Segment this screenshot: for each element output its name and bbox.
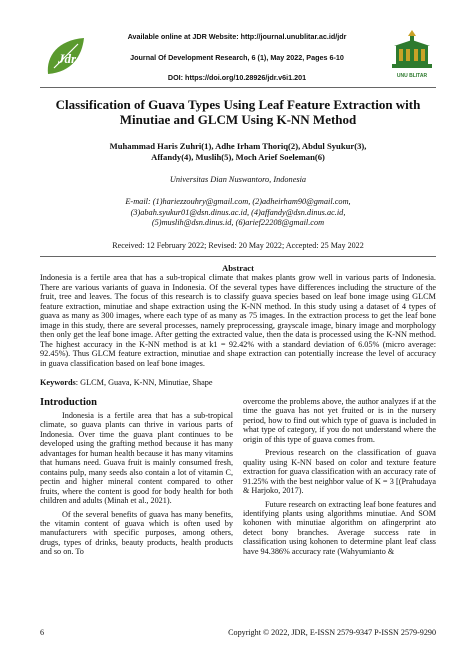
journal-citation-line: Journal Of Development Research, 6 (1), May 2022, Pages 6-10 [130, 53, 344, 62]
email-line-3: (5)muslih@dsn.dinus.id, (6)arief22208@gmail.com [151, 218, 325, 227]
jdr-logo-icon [44, 34, 88, 78]
unu-logo-text: UNU BLITAR [396, 73, 428, 79]
doi-line: DOI: https://doi.org/10.28926/jdr.v6i1.201 [167, 73, 307, 82]
right-column [243, 397, 436, 556]
abstract-top-rule [40, 256, 436, 257]
available-online-line: Available online at JDR Website: http://journal.unublitar.ac.id/jdr [127, 32, 347, 41]
keywords-text: : GLCM, Guava, K-NN, Minutiae, Shape [75, 378, 213, 387]
intro-paragraph-5: Future research on extracting leaf bone features and identifying plants using algorithms minutiae. And SOM kohonen with minutiae algorithm on afingerprint ato detect bony branches. Average success rate in classification using kohonen to determine plant leaf class have 94.386% accuracy rate (Wahyumianto & [243, 499, 436, 556]
author-line-2: Affandy(4), Muslih(5), Moch Arief Soeleman(6) [151, 151, 325, 162]
keywords-label: Keywords [40, 378, 76, 387]
page-number: 6 [40, 628, 45, 637]
intro-paragraph-4: Previous research on the classification of guava quality using K-NN based on color and texture feature extraction for guava classification with an accuracy rate of 91.25% with the best neighbor value of K = 3 [(Prahudaya & Harjoko, 2017). [243, 448, 436, 496]
copyright-line: Copyright © 2022, JDR, E-ISSN 2579-9347 P-ISSN 2579-9290 [228, 628, 436, 637]
author-line-1: Muhammad Haris Zuhri(1), Adhe Irham Thoriq(2), Abdul Syukur(3), [109, 141, 367, 151]
introduction-heading: Introduction [40, 397, 97, 408]
abstract-text: Indonesia is a fertile area that has a sub-tropical climate that makes plants grow well in various parts of Indonesia. There are various variants of guava in Indonesia. Of the several types have differences including the structure of the fruit, tree and leaves. The focus of this research is to classify guava species based on leaf bone image using GLCM feature extraction, minutiae and shape extraction using the K-NN method. In this study using a dataset of 4 types of guava as many as 300 images, where each type of as many as 75 images. In the extraction process to get the leaf bone image in this study, there are several processes, namely preprocessing, grayscale image, binary image and morphology then only get the leaf bone image. After getting the extracted value, then the data is processed using the K-NN method. The highest accuracy in the K-NN method is at k1 = 92.42% with a standard deviation of 6.05% (micro average: 92.45%). Thus GLCM feature extraction, minutiae and shape extraction can potentially increase the level of accuracy in guava classification based on leaf bone images. [40, 273, 436, 368]
intro-paragraph-3: overcome the problems above, the author analyzes if at the time the guava has not yet fruited or is in the nursery period, how to find out which type of guava is included in what type of category, if you do not understand where the origin of this type of guava comes from. [243, 397, 436, 444]
left-column [40, 411, 233, 557]
email-line-1: E-mail: (1)hariezzouhry@gmail.com, (2)adheirham90@gmail.com, [125, 197, 351, 206]
intro-paragraph-2: Of the several benefits of guava has many benefits, the vitamin content of guava which is often used by manufacturers with specific purposes, among others, drugs, types of drinks, beauty products, health products and so on. To [40, 509, 233, 557]
email-block [60, 197, 416, 229]
affiliation: Universitas Dian Nuswantoro, Indonesia [169, 175, 307, 184]
paper-title: Classification of Guava Types Using Leaf Feature Extraction with Minutiae and GLCM Using K-NN Method [55, 97, 421, 127]
jdr-logo-text: Jdr [58, 51, 77, 66]
intro-paragraph-1: Indonesia is a fertile area that has a sub-tropical climate, so guava plants can thrive in various parts of Indonesia. Over time the guava plant continues to be developed using the grafting method because it has many advantages for human health because it has many vitamins that humans need. Guava fruit is mainly consumed fresh, contains pulp, many seeds also contain a lot of vitamin C, pectin and higher mineral content compared to other fruits, where the content is good for body health for both children and adults (Minah et al., 2021). [40, 411, 233, 506]
email-line-2: (3)abah.syukur01@dsn.dinus.ac.id, (4)affandy@dsn.dinus.ac.id, [130, 207, 346, 217]
header-rule [40, 87, 436, 88]
received-dates: Received: 12 February 2022; Revised: 20 May 2022; Accepted: 25 May 2022 [112, 241, 364, 250]
author-list [40, 141, 436, 162]
keywords [40, 378, 436, 387]
unu-blitar-logo-icon [386, 28, 438, 82]
abstract-heading: Abstract [222, 263, 254, 273]
